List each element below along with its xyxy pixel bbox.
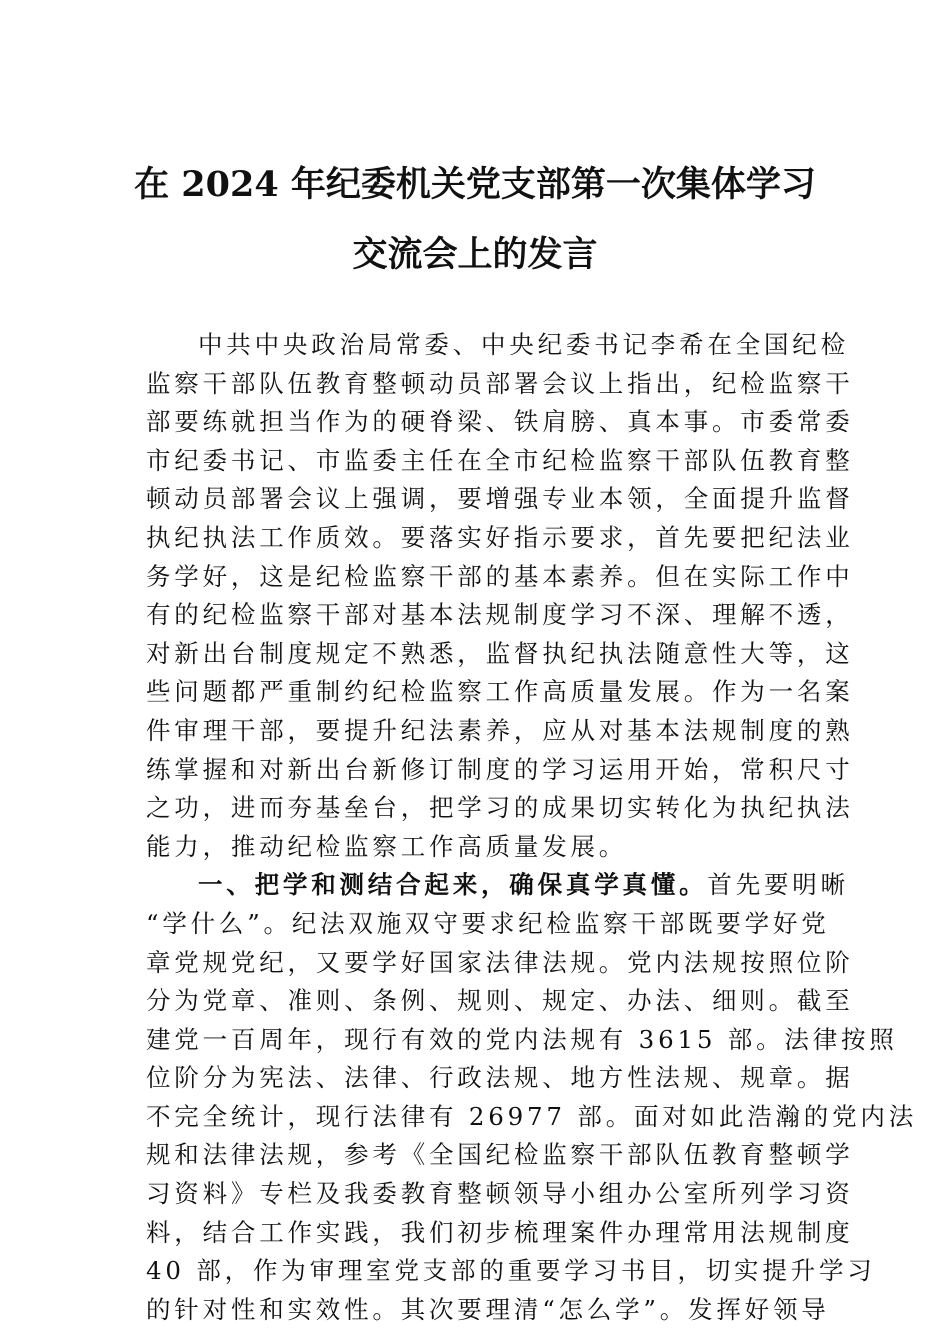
text-line: 中共中央政治局常委、中央纪委书记李希在全国纪检 xyxy=(198,330,849,359)
text-line: 位阶分为宪法、法律、行政法规、地方性法规、规章。据 xyxy=(146,1063,854,1093)
text-line: 务学好，这是纪检监察干部的基本素养。但在实际工作中 xyxy=(146,561,854,591)
title-line-2: 交流会上的发言 xyxy=(352,234,598,275)
section-heading: 一、把学和测结合起来，确保真学真懂。 xyxy=(198,870,708,900)
title-line-1: 在 2024 年纪委机关党支部第一次集体学习 xyxy=(134,164,816,205)
text-line: 有的纪检监察干部对基本法规制度学习不深、理解不透， xyxy=(146,600,854,630)
text-line: 些问题都严重制约纪检监察工作高质量发展。作为一名案 xyxy=(146,677,854,707)
text-line: “学什么”。纪法双施双守要求纪检监察干部既要学好党 xyxy=(146,908,830,938)
paragraph-1 xyxy=(146,326,854,866)
text-line: 练掌握和对新出台新修订制度的学习运用开始，常积尺寸 xyxy=(146,754,854,784)
text-line: 能力，推动纪检监察工作高质量发展。 xyxy=(146,831,628,861)
text-line: 不完全统计，现行法律有 26977 部。面对如此浩瀚的党内法 xyxy=(146,1101,918,1131)
text-line: 部要练就担当作为的硬脊梁、铁肩膀、真本事。市委常委 xyxy=(146,407,854,437)
document-body xyxy=(146,326,918,1329)
text-line: 市纪委书记、市监委主任在全市纪检监察干部队伍教育整 xyxy=(146,445,854,475)
text-line: 建党一百周年，现行有效的党内法规有 3615 部。法律按照 xyxy=(146,1024,898,1054)
text-line: 40 部，作为审理室党支部的重要学习书目，切实提升学习 xyxy=(146,1256,876,1286)
text-line: 顿动员部署会议上强调，要增强专业本领，全面提升监督 xyxy=(146,484,854,514)
text-line: 章党规党纪，又要学好国家法律法规。党内法规按照位阶 xyxy=(146,947,854,977)
text-line: 习资料》专栏及我委教育整顿领导小组办公室所列学习资 xyxy=(146,1179,854,1209)
text-line: 的针对性和实效性。其次要理清“怎么学”。发挥好领导 xyxy=(146,1294,830,1324)
heading-line-rest: 首先要明晰 xyxy=(707,870,849,900)
text-line: 之功，进而夯基垒台，把学习的成果切实转化为执纪执法 xyxy=(146,793,854,823)
text-line: 对新出台制度规定不熟悉，监督执纪执法随意性大等，这 xyxy=(146,638,854,668)
text-line: 执纪执法工作质效。要落实好指示要求，首先要把纪法业 xyxy=(146,522,854,552)
paragraph-2 xyxy=(146,866,918,1329)
document-title xyxy=(100,150,850,290)
text-line: 件审理干部，要提升纪法素养，应从对基本法规制度的熟 xyxy=(146,715,854,745)
text-line: 监察干部队伍教育整顿动员部署会议上指出，纪检监察干 xyxy=(146,368,854,398)
text-line: 料，结合工作实践，我们初步梳理案件办理常用法规制度 xyxy=(146,1217,854,1247)
text-line: 规和法律法规，参考《全国纪检监察干部队伍教育整顿学 xyxy=(146,1140,854,1170)
text-line: 分为党章、准则、条例、规则、规定、办法、细则。截至 xyxy=(146,986,854,1016)
text-line xyxy=(146,866,849,905)
